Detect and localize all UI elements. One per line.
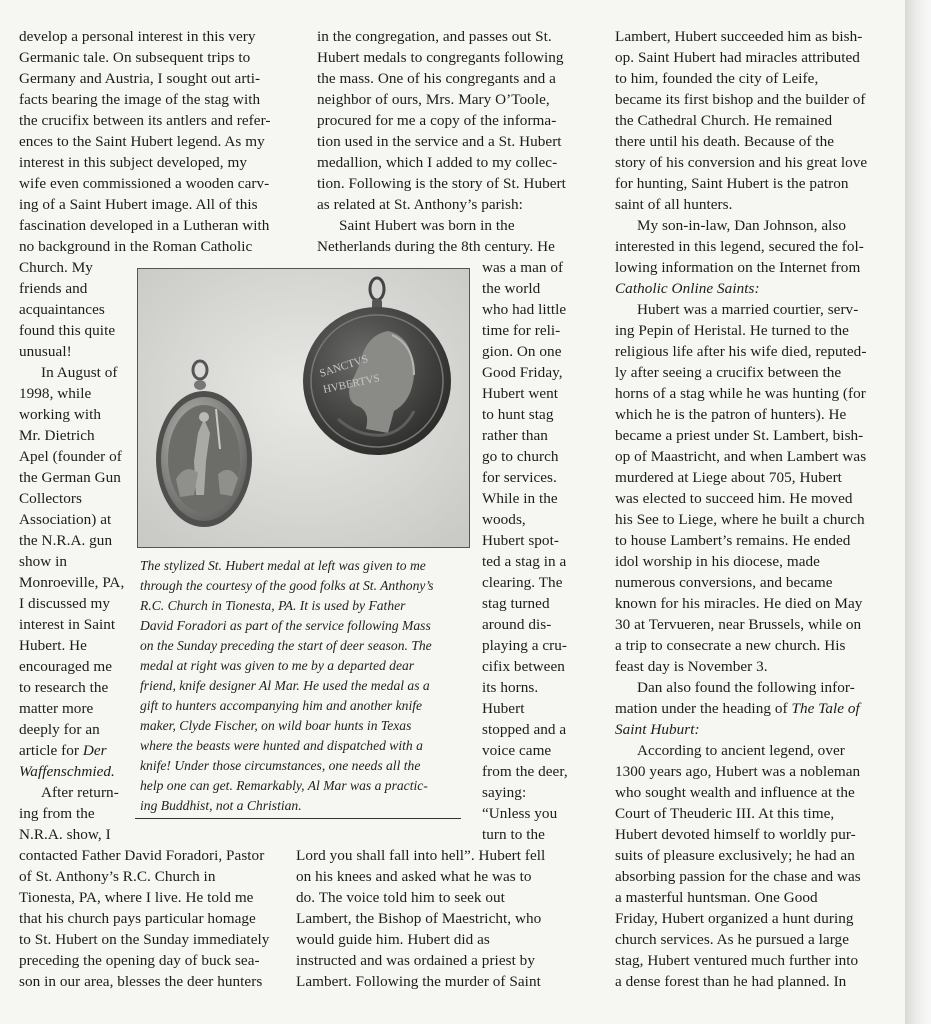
text-line: tion used in the service and a St. Hubert [317, 133, 562, 150]
caption-line: knife! Under those circumstances, one needs all the [140, 758, 421, 773]
paragraph-start: According to ancient legend, over [637, 742, 845, 759]
text-line: go to church [482, 448, 559, 465]
text-line: Lambert. Following the murder of Saint [296, 973, 541, 990]
medal-inscription: HVBERTVS [322, 372, 381, 396]
text-line: numerous conversions, and became [615, 574, 833, 591]
text-line: Monroeville, PA, [19, 574, 125, 591]
text-line: was a man of [482, 259, 564, 276]
text-line [19, 740, 107, 761]
text-run: mation under the heading of [615, 700, 788, 717]
text-line: Good Friday, [482, 364, 563, 381]
text-line: church services. As he pursued a large [615, 931, 849, 948]
text-line: N.R.A. show, I [19, 826, 111, 843]
text-line: lowing information on the Internet from [615, 259, 861, 276]
text-line: Court of Theuderic III. At this time, [615, 805, 835, 822]
medal-inscription: SANCTVS [318, 352, 370, 380]
text-line: ing of a Saint Hubert image. All of this [19, 196, 258, 213]
text-line: as related at St. Anthony’s parish: [317, 196, 523, 213]
text-line: procured for me a copy of the informa- [317, 112, 557, 129]
text-line: that his church pays particular homage [19, 910, 256, 927]
text-line: Germany and Austria, I sought out arti- [19, 70, 261, 87]
text-line: ing from the [19, 805, 95, 822]
text-line: Apel (founder of [19, 448, 122, 465]
text-line: stag, Hubert ventured much further into [615, 952, 859, 969]
text-line: turn to the [482, 826, 545, 843]
text-line: saint of all hunters. [615, 196, 733, 213]
text-line: facts bearing the image of the stag with [19, 91, 261, 108]
text-line: 1998, while [19, 385, 92, 402]
caption-line: R.C. Church in Tionesta, PA. It is used by Father [140, 598, 406, 613]
text-line: Church. My [19, 259, 93, 276]
text-line: of St. Anthony’s R.C. Church in [19, 868, 216, 885]
text-run: article for [19, 742, 79, 759]
paragraph-start: Hubert was a married courtier, serv- [637, 301, 859, 318]
text-line: fascination developed in a Lutheran with [19, 217, 270, 234]
text-line: cifix between [482, 658, 565, 675]
text-line: a dense forest than he had planned. In [615, 973, 847, 990]
text-line: time for reli- [482, 322, 561, 339]
paragraph-start: In August of [41, 364, 118, 381]
text-line: woods, [482, 511, 526, 528]
text-line: stag turned [482, 595, 550, 612]
text-line: unusual! [19, 343, 72, 360]
text-line: rather than [482, 427, 548, 444]
text-line: there until his death. Because of the [615, 133, 835, 150]
text-line: for hunting, Saint Hubert is the patron [615, 175, 849, 192]
caption-line: friend, knife designer Al Mar. He used the medal as a [140, 678, 430, 693]
text-line: from the deer, [482, 763, 568, 780]
text-line: voice came [482, 742, 552, 759]
text-line: the N.R.A. gun [19, 532, 113, 549]
text-line: to him, founded the city of Leife, [615, 70, 819, 87]
caption-line: gift to hunters accompanying him and another knife [140, 698, 423, 713]
text-line: saying: [482, 784, 527, 801]
text-line: show in [19, 553, 68, 570]
text-line: Hubert went [482, 385, 559, 402]
text-line: to research the [19, 679, 109, 696]
text-line: story of his conversion and his great love [615, 154, 868, 171]
text-line: religious life after his wife died, reputed- [615, 343, 867, 360]
text-line: to house Lambert’s remains. He ended [615, 532, 851, 549]
text-line: working with [19, 406, 102, 423]
text-line: Hubert. He [19, 637, 87, 654]
text-line: idol worship in his diocese, made [615, 553, 820, 570]
text-line: Lord you shall fall into hell”. Hubert fell [296, 847, 546, 864]
text-line: which he is the patron of hunters). He [615, 406, 847, 423]
text-line: While in the [482, 490, 558, 507]
text-line: suits of pleasure exclusively; he had an [615, 847, 855, 864]
text-line: Lambert, Hubert succeeded him as bish- [615, 28, 863, 45]
heading-title: Saint Huburt: [615, 721, 700, 738]
text-line: feast day is November 3. [615, 658, 768, 675]
text-line: playing a cru- [482, 637, 568, 654]
text-line: contacted Father David Foradori, Pastor [19, 847, 265, 864]
text-line: stopped and a [482, 721, 567, 738]
paragraph-start: My son-in-law, Dan Johnson, also [637, 217, 847, 234]
text-line: “Unless you [482, 805, 558, 822]
text-line: Association) at [19, 511, 112, 528]
text-line: I discussed my [19, 595, 110, 612]
paragraph-start: Saint Hubert was born in the [339, 217, 515, 234]
text-line: became its first bishop and the builder of [615, 91, 866, 108]
text-line: ing Pepin of Heristal. He turned to the [615, 322, 849, 339]
text-line: Tionesta, PA, where I live. He told me [19, 889, 254, 906]
text-line: found this quite [19, 322, 116, 339]
text-line: neighbor of ours, Mrs. Mary O’Toole, [317, 91, 550, 108]
text-line: its horns. [482, 679, 539, 696]
text-line: around dis- [482, 616, 552, 633]
text-line: who had little [482, 301, 567, 318]
text-line: clearing. The [482, 574, 563, 591]
text-line: the Cathedral Church. He remained [615, 112, 833, 129]
text-line: Netherlands during the 8th century. He [317, 238, 555, 255]
text-line: ted a stag in a [482, 553, 567, 570]
text-line: ly after seeing a crucifix between the [615, 364, 842, 381]
text-line: Hubert spot- [482, 532, 559, 549]
text-line: to St. Hubert on the Sunday immediately [19, 931, 270, 948]
text-line: a trip to consecrate a new church. His [615, 637, 846, 654]
text-line: interest in this subject developed, my [19, 154, 247, 171]
text-line: the mass. One of his congregants and a [317, 70, 556, 87]
text-line: instructed and was ordained a priest by [296, 952, 535, 969]
medals-illustration [138, 269, 470, 548]
text-line: wife even commissioned a wooden carv- [19, 175, 270, 192]
page-edge-shadow [905, 0, 931, 1024]
text-line: known for his miracles. He died on May [615, 595, 863, 612]
text-line: would guide him. Hubert did as [296, 931, 490, 948]
text-line: preceding the opening day of buck sea- [19, 952, 260, 969]
caption-line: ing Buddhist, not a Christian. [140, 798, 302, 813]
text-line: the world [482, 280, 541, 297]
text-line: friends and [19, 280, 88, 297]
text-line: Collectors [19, 490, 82, 507]
text-line: absorbing passion for the chase and was [615, 868, 861, 885]
text-line: op. Saint Hubert had miracles attributed [615, 49, 860, 66]
text-line: ences to the Saint Hubert legend. As my [19, 133, 265, 150]
caption-line: medal at right was given to me by a departed dear [140, 658, 415, 673]
text-line: 1300 years ago, Hubert was a nobleman [615, 763, 861, 780]
caption-line: through the courtesy of the good folks at St. Anthony’s [140, 578, 434, 593]
text-line: a masterful huntsman. One Good [615, 889, 818, 906]
text-line: to hunt stag [482, 406, 554, 423]
text-line: gion. On one [482, 343, 562, 360]
text-line: was elected to succeed him. He moved [615, 490, 853, 507]
text-line: Germanic tale. On subsequent trips to [19, 49, 251, 66]
caption-line: where the beasts were hunted and dispatched with a [140, 738, 423, 753]
text-line: Hubert medals to congregants following [317, 49, 564, 66]
medals-photo [137, 268, 470, 548]
caption-line: help one can get. Remarkably, Al Mar was a practic- [140, 778, 428, 793]
paragraph-start: Dan also found the following infor- [637, 679, 855, 696]
caption-divider [135, 818, 461, 819]
text-line: do. The voice told him to seek out [296, 889, 505, 906]
text-line: interested in this legend, secured the fol- [615, 238, 864, 255]
text-line: tion. Following is the story of St. Hubert [317, 175, 566, 192]
text-line: matter more [19, 700, 94, 717]
text-line: his See to Liege, where he built a church [615, 511, 865, 528]
text-line: interest in Saint [19, 616, 116, 633]
text-line: acquaintances [19, 301, 105, 318]
caption-line: The stylized St. Hubert medal at left was given to me [140, 558, 426, 573]
text-line: medallion, which I added to my collec- [317, 154, 558, 171]
text-line: became a priest under St. Lambert, bish- [615, 427, 864, 444]
text-line: op of Maastricht, and when Lambert was [615, 448, 867, 465]
text-line: deeply for an [19, 721, 100, 738]
text-line: no background in the Roman Catholic [19, 238, 253, 255]
text-line: encouraged me [19, 658, 112, 675]
text-line: son in our area, blesses the deer hunters [19, 973, 263, 990]
text-line: murdered at Liege about 705, Hubert [615, 469, 842, 486]
magazine-title: Der [82, 742, 107, 759]
text-line: Hubert devoted himself to worldly pur- [615, 826, 856, 843]
text-line [615, 698, 860, 719]
text-line: on his knees and asked what he was to [296, 868, 532, 885]
text-line: develop a personal interest in this very [19, 28, 256, 45]
text-line: Mr. Dietrich [19, 427, 95, 444]
magazine-title: Waffenschmied. [19, 763, 115, 780]
heading-title: The Tale of [791, 700, 860, 717]
text-line: who sought wealth and influence at the [615, 784, 855, 801]
text-line: Hubert [482, 700, 525, 717]
caption-line: on the Sunday preceding the start of deer season. The [140, 638, 432, 653]
text-line: in the congregation, and passes out St. [317, 28, 552, 45]
text-line: Friday, Hubert organized a hunt during [615, 910, 854, 927]
text-line: the crucifix between its antlers and refer- [19, 112, 271, 129]
paragraph-start: After return- [41, 784, 119, 801]
text-line: Lambert, the Bishop of Maestricht, who [296, 910, 542, 927]
caption-line: maker, Clyde Fischer, on wild boar hunts in Texas [140, 718, 412, 733]
text-line: horns of a stag while he was hunting (for [615, 385, 866, 402]
text-line: 30 at Tervueren, near Brussels, while on [615, 616, 862, 633]
text-line: for services. [482, 469, 557, 486]
source-title: Catholic Online Saints: [615, 280, 760, 297]
text-line: the German Gun [19, 469, 121, 486]
caption-line: David Foradori as part of the service following Mass [140, 618, 431, 633]
